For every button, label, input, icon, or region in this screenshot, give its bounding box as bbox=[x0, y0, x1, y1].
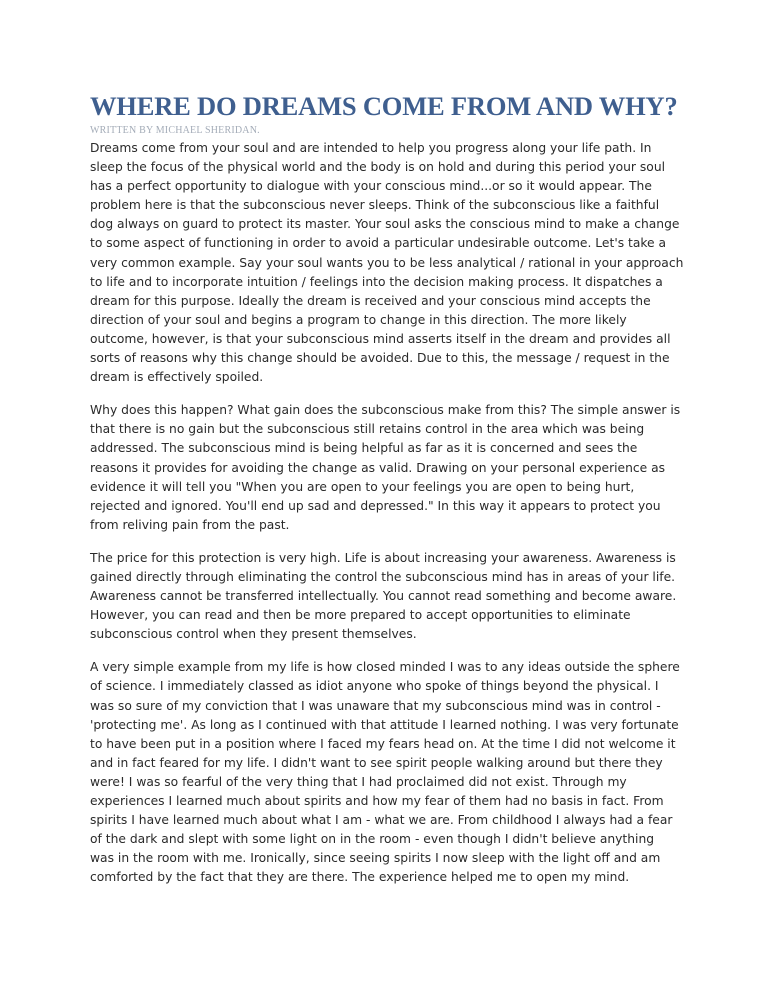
paragraph-line: problem here is that the subconscious never sleeps. Think of the subconscious like a faithful bbox=[90, 198, 660, 213]
paragraph-4 bbox=[90, 658, 690, 887]
paragraph-line: dream for this purpose. Ideally the dream is received and your conscious mind accepts the bbox=[90, 293, 651, 308]
paragraph-line: Awareness cannot be transferred intellectually. You cannot read something and become aware. bbox=[90, 589, 677, 604]
paragraph-line: to some aspect of functioning in order to avoid a particular undesirable outcome. Let's take a bbox=[90, 236, 667, 251]
paragraph-line: A very simple example from my life is how closed minded I was to any ideas outside the sphere bbox=[90, 660, 680, 675]
paragraph-line: has a perfect opportunity to dialogue with your conscious mind...or so it would appear. The bbox=[90, 179, 652, 194]
paragraph-line: was so sure of my conviction that I was unaware that my subconscious mind was in control - bbox=[90, 698, 661, 713]
paragraph-line: of the dark and slept with some light on in the room - even though I didn't believe anything bbox=[90, 832, 655, 847]
paragraph-2 bbox=[90, 401, 690, 535]
paragraph-line: dog always on guard to protect its master. Your soul asks the conscious mind to make a change bbox=[90, 217, 680, 232]
paragraph-line: Why does this happen? What gain does the subconscious make from this? The simple answer is bbox=[90, 403, 681, 418]
paragraph-line: evidence it will tell you "When you are open to your feelings you are open to being hurt, bbox=[90, 479, 635, 494]
paragraph-line: gained directly through eliminating the control the subconscious mind has in areas of your life. bbox=[90, 569, 676, 584]
paragraph-line: 'protecting me'. As long as I continued with that attitude I learned nothing. I was very fortunate bbox=[90, 717, 679, 732]
paragraph-line: reasons it provides for avoiding the change as valid. Drawing on your personal experience as bbox=[90, 460, 666, 475]
article-title: WHERE DO DREAMS COME FROM AND WHY? bbox=[90, 91, 678, 121]
paragraph-line: outcome, however, is that your subconscious mind asserts itself in the dream and provides all bbox=[90, 331, 671, 346]
paragraph-line: of science. I immediately classed as idiot anyone who spoke of things beyond the physical. I bbox=[90, 679, 659, 694]
paragraph-line: were! I was so fearful of the very thing that I had proclaimed did not exist. Through my bbox=[90, 774, 627, 789]
paragraph-line: to have been put in a position where I faced my fears head on. At the time I did not welcome it bbox=[90, 736, 676, 751]
paragraph-line: experiences I learned much about spirits and how my fear of them had no basis in fact. From bbox=[90, 794, 664, 808]
paragraph-line: Dreams come from your soul and are intended to help you progress along your life path. In bbox=[90, 141, 652, 155]
paragraph-line: sorts of reasons why this change should be avoided. Due to this, the message / request in the bbox=[90, 351, 670, 366]
paragraph-line: very common example. Say your soul wants you to be less analytical / rational in your approach bbox=[90, 255, 684, 270]
paragraph-line: subconscious control when they present themselves. bbox=[90, 627, 417, 642]
paragraph-line: addressed. The subconscious mind is being helpful as far as it is concerned and sees the bbox=[90, 441, 638, 456]
article-body bbox=[90, 139, 690, 887]
paragraph-line: from reliving pain from the past. bbox=[90, 517, 290, 532]
paragraph-line: to life and to incorporate intuition / feelings into the decision making process. It dispatches a bbox=[90, 274, 663, 289]
paragraph-line: that there is no gain but the subconscious still retains control in the area which was being bbox=[90, 422, 645, 437]
paragraph-line: rejected and ignored. You'll end up sad and depressed." In this way it appears to protect you bbox=[90, 498, 661, 513]
paragraph-line: dream is effectively spoiled. bbox=[90, 370, 264, 385]
paragraph-line: The price for this protection is very high. Life is about increasing your awareness. Awareness is bbox=[90, 550, 676, 565]
paragraph-line: was in the room with me. Ironically, since seeing spirits I now sleep with the light off and am bbox=[90, 851, 661, 866]
paragraph-line: However, you can read and then be more prepared to accept opportunities to eliminate bbox=[90, 608, 631, 623]
paragraph-1 bbox=[90, 139, 690, 387]
article bbox=[90, 88, 690, 901]
paragraph-line: comforted by the fact that they are there. The experience helped me to open my mind. bbox=[90, 870, 630, 885]
article-byline: WRITTEN BY MICHAEL SHERIDAN. bbox=[90, 125, 260, 136]
paragraph-line: spirits I have learned much about what I am - what we are. From childhood I always had a fear bbox=[90, 813, 673, 828]
paragraph-line: sleep the focus of the physical world and the body is on hold and during this period your soul bbox=[90, 160, 666, 175]
paragraph-line: and in fact feared for my life. I didn't want to see spirit people walking around but there they bbox=[90, 755, 663, 770]
paragraph-line: direction of your soul and begins a program to change in this direction. The more likely bbox=[90, 312, 627, 327]
paragraph-3 bbox=[90, 549, 690, 644]
